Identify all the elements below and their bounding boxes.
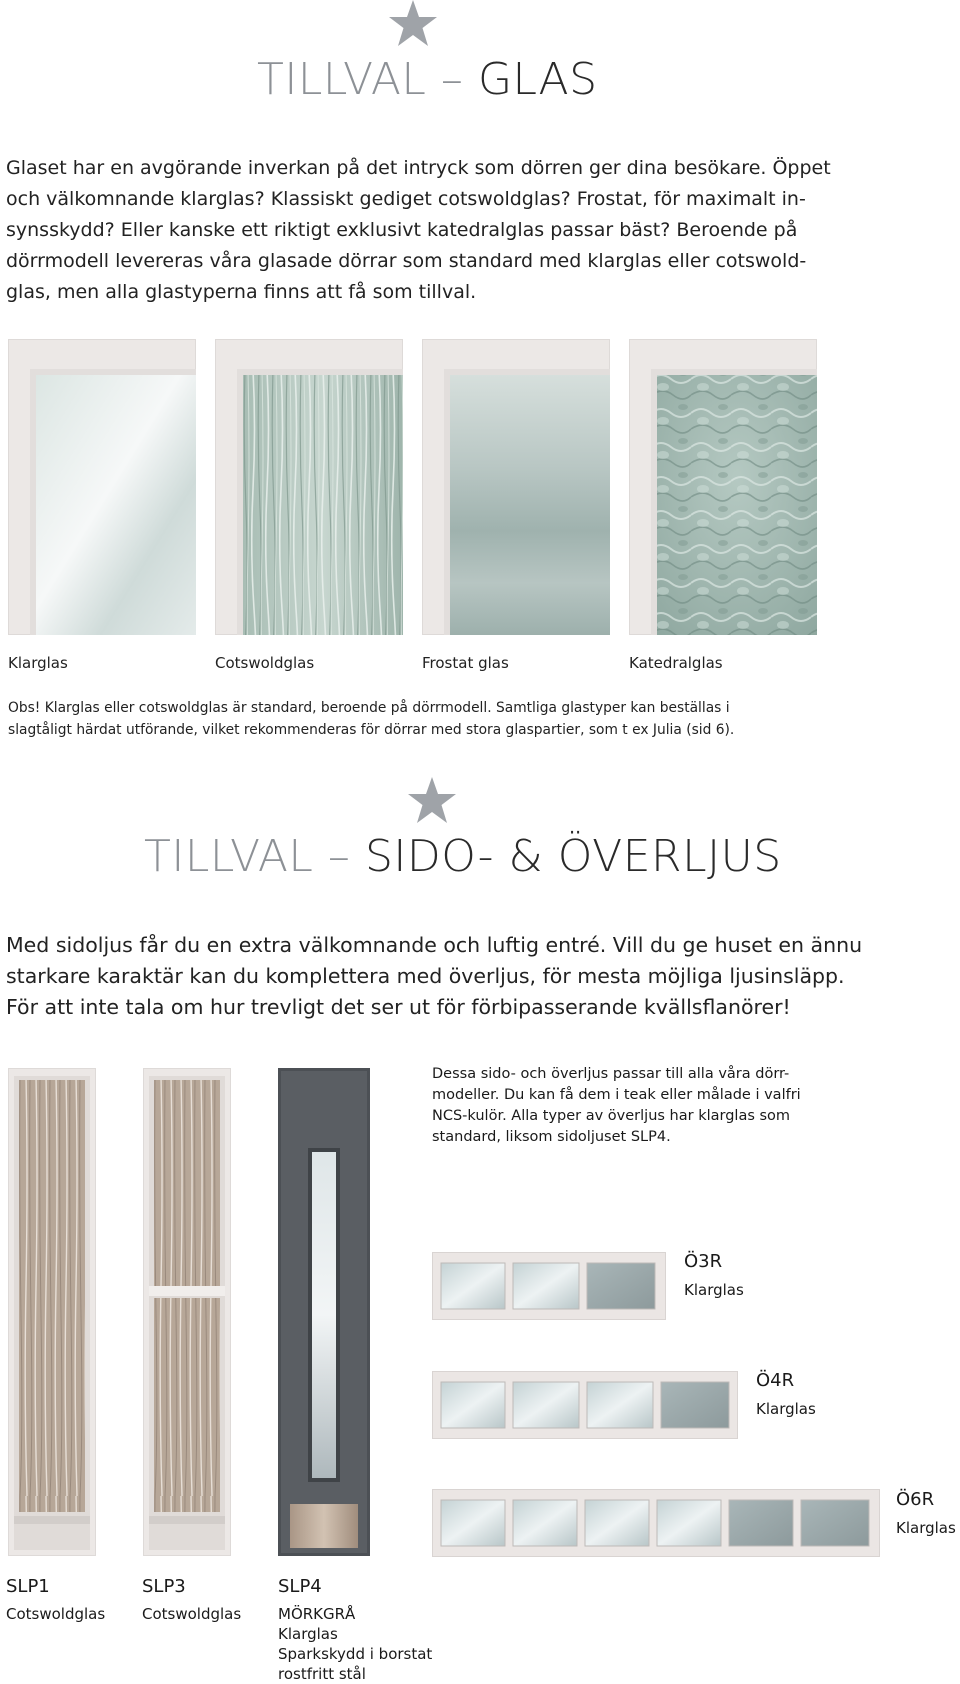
note-line: Obs! Klarglas eller cotswoldglas är standard, beroende på dörrmodell. Samtliga glastyper kan beställas i — [8, 700, 730, 716]
transom-code: Ö6R — [896, 1489, 935, 1510]
sidelight-slp1 — [8, 1068, 96, 1556]
desc-line: MÖRKGRÅ — [278, 1605, 356, 1623]
desc-line: Sparkskydd i borstat — [278, 1645, 433, 1663]
glass-label: Klarglas — [8, 654, 68, 672]
info-line: Dessa sido- och överljus passar till alla våra dörr- — [432, 1066, 790, 1082]
desc-line: rostfritt stål — [278, 1665, 366, 1683]
intro-line: Glaset har en avgörande inverkan på det intryck som dörren ger dina besökare. Öppet — [6, 157, 831, 179]
transom-code: Ö3R — [684, 1251, 723, 1272]
intro-line: synsskydd? Eller kanske ett riktigt exklusivt katedralglas passar bäst? Beroende på — [6, 219, 798, 241]
sidoljus-info — [432, 1064, 832, 1148]
glass-label: Cotswoldglas — [215, 654, 315, 672]
info-line: NCS-kulör. Alla typer av överljus har klarglas som — [432, 1108, 791, 1124]
transom-o6r — [432, 1489, 880, 1557]
glass-label: Frostat glas — [422, 654, 509, 672]
sidelight-desc — [278, 1604, 432, 1684]
section-title-sido-overljus — [144, 831, 782, 882]
sidelight-slp4 — [278, 1068, 370, 1556]
title-prefix: TILLVAL – — [144, 831, 351, 882]
transom-code: Ö4R — [756, 1370, 795, 1391]
transom-glass: Klarglas — [684, 1281, 744, 1299]
sidelight-desc: Cotswoldglas — [6, 1605, 106, 1623]
sidelight-desc: Cotswoldglas — [142, 1605, 242, 1623]
info-line: modeller. Du kan få dem i teak eller målade i valfri — [432, 1087, 801, 1103]
glass-swatch-katedralglas — [629, 339, 817, 635]
section-title-glas — [257, 54, 598, 105]
info-line: standard, liksom sidoljuset SLP4. — [432, 1129, 671, 1145]
title-prefix: TILLVAL – — [257, 54, 464, 105]
sidelight-code: SLP1 — [6, 1576, 50, 1597]
intro-line: starkare karaktär kan du komplettera med överljus, för mesta möjliga ljusinsläpp. — [6, 964, 845, 988]
glass-swatch-cotswoldglas — [215, 339, 403, 635]
intro-line: dörrmodell levereras våra glasade dörrar som standard med klarglas eller cotswold- — [6, 250, 807, 272]
sidelight-slp3 — [143, 1068, 231, 1556]
star-icon — [388, 0, 438, 50]
intro-line: För att inte tala om hur trevligt det ser ut för förbipasserande kvällsflanörer! — [6, 995, 791, 1019]
transom-o4r — [432, 1371, 738, 1439]
glas-note — [8, 697, 953, 741]
intro-line: Med sidoljus får du en extra välkomnande och luftig entré. Vill du ge huset en ännu — [6, 933, 863, 957]
title-main: SIDO- & ÖVERLJUS — [364, 831, 782, 882]
transom-o3r — [432, 1252, 666, 1320]
glass-swatch-frostat — [422, 339, 610, 635]
sidelight-code: SLP4 — [278, 1576, 322, 1597]
sidoljus-intro — [6, 930, 956, 1023]
intro-line: och välkomnande klarglas? Klassiskt gediget cotswoldglas? Frostat, för maximalt in- — [6, 188, 806, 210]
title-main: GLAS — [477, 54, 598, 105]
note-line: slagtåligt härdat utförande, vilket rekommenderas för dörrar med stora glaspartier, som t ex Julia (sid 6). — [8, 722, 735, 738]
transom-glass: Klarglas — [896, 1519, 956, 1537]
star-icon — [407, 777, 457, 827]
glass-label: Katedralglas — [629, 654, 723, 672]
desc-line: Klarglas — [278, 1625, 338, 1643]
transom-glass: Klarglas — [756, 1400, 816, 1418]
sidelight-code: SLP3 — [142, 1576, 186, 1597]
glass-swatch-klarglas — [8, 339, 196, 635]
intro-line: glas, men alla glastyperna finns att få som tillval. — [6, 281, 477, 303]
glas-intro — [6, 153, 956, 308]
